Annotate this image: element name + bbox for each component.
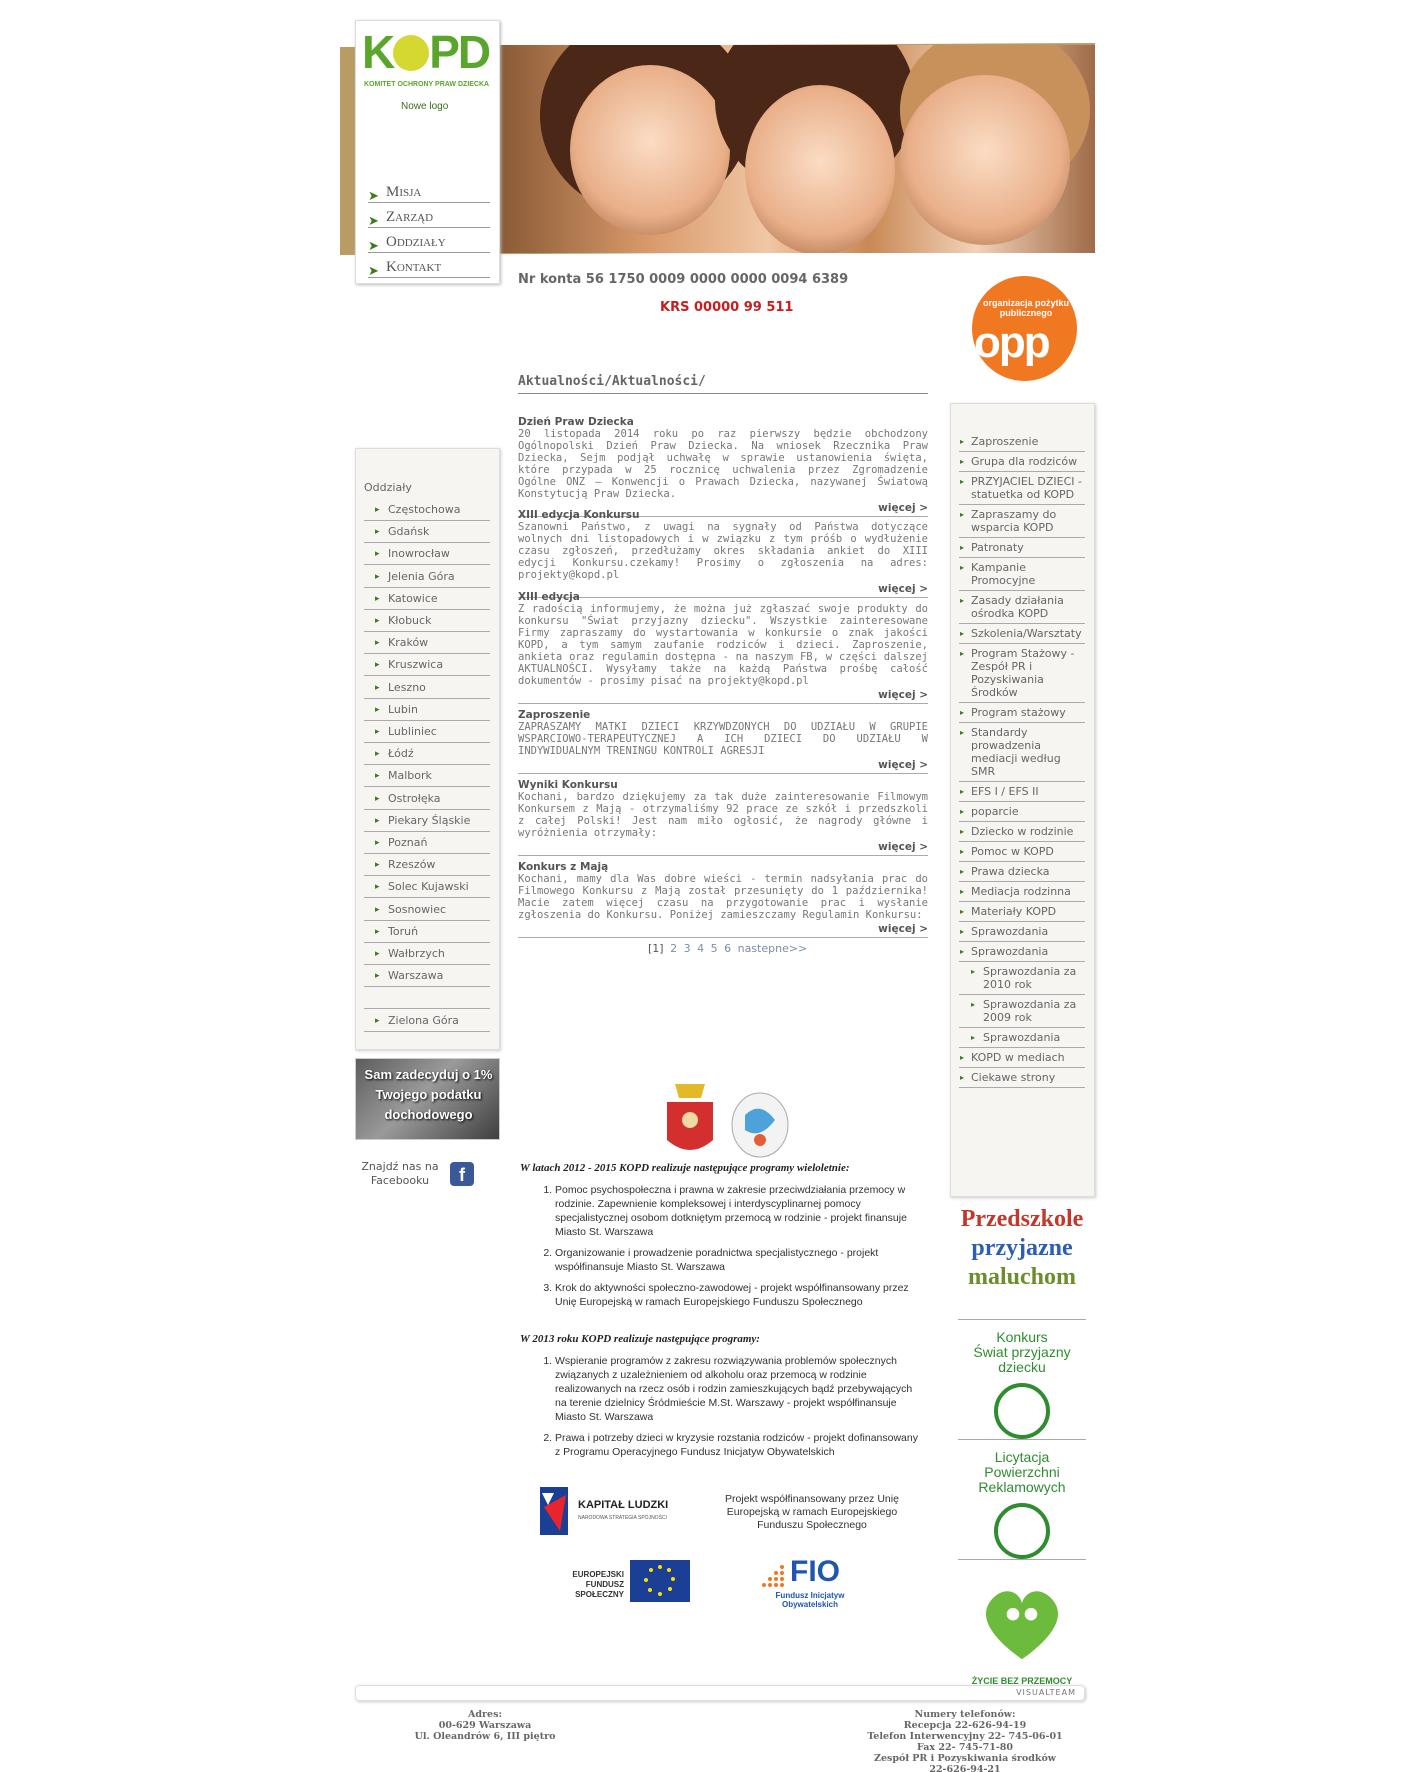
news-title[interactable]: Dzień Praw Dziecka bbox=[518, 416, 634, 428]
news-title[interactable]: XIII edycja Konkursu bbox=[518, 509, 640, 521]
info-label: Szkolenia/Warsztaty bbox=[971, 627, 1082, 640]
przedszkole-banner[interactable] bbox=[958, 1205, 1086, 1320]
program-item: 1. Wspieranie programów z zakresu rozwiązywania problemów społecznych związanych z uzależnieniem od alkoholu oraz przemocą w rodzinie realizowanych na rzecz osób i rodzin zamieszkujących bądź przebywających na terenie dzielnicy Śródmieście M.St. Warszawy - projekt współfinansuje Miasto St. Warszawa bbox=[555, 1354, 920, 1424]
branch-label: Kłobuck bbox=[388, 614, 432, 627]
sidebar-item-branch[interactable] bbox=[364, 610, 490, 632]
sidebar-item-branch[interactable] bbox=[364, 943, 490, 965]
info-label: Sprawozdania bbox=[983, 1031, 1061, 1044]
more-link[interactable]: więcej > bbox=[878, 689, 928, 701]
sidebar-item-branch[interactable] bbox=[364, 810, 490, 832]
sidebar-item-info[interactable] bbox=[959, 1028, 1085, 1048]
sidebar-item-branch[interactable] bbox=[364, 721, 490, 743]
info-label: Zaproszenie bbox=[971, 435, 1039, 448]
branch-label: Katowice bbox=[388, 591, 438, 605]
address-block bbox=[370, 1709, 600, 1742]
sidebar-item-info[interactable] bbox=[959, 703, 1085, 723]
sidebar-item-branch[interactable] bbox=[364, 499, 490, 521]
more-link[interactable]: więcej > bbox=[878, 841, 928, 853]
sidebar-item-info[interactable] bbox=[959, 862, 1085, 882]
branch-label: Lubliniec bbox=[388, 725, 437, 738]
arrow-icon: ▸ bbox=[375, 593, 380, 604]
arrow-icon: ▸ bbox=[375, 815, 380, 826]
branch-label: Sosnowiec bbox=[388, 902, 447, 916]
arrow-icon: ▸ bbox=[960, 907, 965, 916]
sidebar-item-branch[interactable] bbox=[364, 832, 490, 854]
branch-label: Toruń bbox=[388, 924, 419, 938]
program-item: 3. Krok do aktywności społeczno-zawodowej - projekt współfinansowany przez Unię Europejską w ramach Europejskiego Funduszu Społecznego bbox=[555, 1281, 920, 1309]
sidebar-item-branch[interactable] bbox=[364, 543, 490, 565]
arrow-icon: ➤ bbox=[368, 188, 379, 203]
sidebar-item-info[interactable] bbox=[959, 723, 1085, 782]
info-label: Zasady działania ośrodka KOPD bbox=[971, 594, 1064, 620]
nav-label: Oddziały bbox=[386, 234, 446, 250]
arrow-icon: ▸ bbox=[960, 649, 965, 658]
arrow-icon: ▸ bbox=[375, 660, 380, 671]
children-photo bbox=[500, 45, 1095, 253]
sidebar-item-branch[interactable] bbox=[364, 1010, 490, 1032]
info-label: Ciekawe strony bbox=[971, 1071, 1056, 1084]
branch-label: Gdańsk bbox=[388, 525, 430, 539]
news-title[interactable]: Zaproszenie bbox=[518, 709, 591, 721]
logo-text: EUROPEJSKI FUNDUSZ SPOŁECZNY bbox=[572, 1570, 624, 1599]
branch-label: Zielona Góra bbox=[388, 1013, 459, 1027]
program-item: 1. Pomoc psychospołeczna i prawna w zakresie przeciwdziałania przemocy w rodzinie. Zapewnienie kompleksowej i interdyscyplinarnej pomocy specjalistycznej osobom dotkniętym przemocą w rodzinie - projekt finansuje Miasto St. Warszawa bbox=[555, 1183, 920, 1239]
sidebar-item-info[interactable] bbox=[959, 802, 1085, 822]
info-label: Program Stażowy - Zespół PR i Pozyskiwania Środków bbox=[971, 647, 1075, 699]
sidebar-item-info[interactable] bbox=[959, 922, 1085, 942]
info-label: Prawa dziecka bbox=[971, 865, 1050, 878]
info-label: Materiały KOPD bbox=[971, 905, 1057, 918]
logo-subtext: NARODOWA STRATEGIA SPÓJNOŚCI bbox=[578, 1515, 667, 1521]
arrow-icon: ▸ bbox=[375, 771, 380, 782]
logo-text: FIO bbox=[790, 1555, 840, 1588]
arrow-icon: ▸ bbox=[960, 596, 965, 605]
arrow-icon: ▸ bbox=[971, 967, 976, 976]
news-title[interactable]: XIII edycja bbox=[518, 591, 580, 603]
info-label: Sprawozdania za 2009 rok bbox=[983, 998, 1077, 1024]
tax-promo-banner[interactable] bbox=[355, 1058, 500, 1140]
arrow-icon: ▸ bbox=[971, 1000, 976, 1009]
arrow-icon: ▸ bbox=[375, 638, 380, 649]
sidebar-item-branch[interactable] bbox=[364, 765, 490, 787]
programs-list bbox=[540, 1354, 920, 1466]
banner-line: przyjazne bbox=[971, 1235, 1073, 1261]
eu-flag-icon bbox=[630, 1560, 690, 1602]
promo-text: Sam zadecyduj o 1% Twojego podatku dochodowego bbox=[364, 1067, 493, 1122]
nav-zarzad[interactable] bbox=[368, 206, 490, 228]
arrow-icon: ▸ bbox=[960, 437, 965, 446]
more-link[interactable]: więcej > bbox=[878, 583, 928, 595]
branch-label: Łódź bbox=[388, 747, 414, 761]
arrow-icon: ▸ bbox=[960, 867, 965, 876]
address-line: Adres: bbox=[468, 1709, 502, 1720]
nav-misja[interactable] bbox=[368, 181, 490, 203]
nav-oddzialy[interactable] bbox=[368, 231, 490, 253]
news-text: Kochani, mamy dla Was dobre wieści - termin nadsyłania prac do Filmowego Konkursu z Mają został przesunięty do 1 października! Macie zatem więcej czasu na przygotowanie prac i wysłanie zgłoszenia do Konkursu. Poniżej zamieszczamy Regulamin Konkursu: bbox=[518, 873, 928, 921]
sidebar-item-branch[interactable] bbox=[364, 632, 490, 654]
opp-caption: organizacja pożytku publicznego bbox=[982, 298, 1070, 318]
more-link[interactable]: więcej > bbox=[878, 923, 928, 935]
banner-line: Konkurs bbox=[996, 1329, 1048, 1345]
arrow-icon: ▸ bbox=[960, 947, 965, 956]
page-link[interactable]: 3 bbox=[683, 942, 691, 955]
breadcrumb: Aktualności/Aktualności/ bbox=[518, 374, 928, 394]
arrow-icon: ▸ bbox=[375, 949, 380, 959]
eu-cofinancing-text: Projekt współfinansowany przez Unię Europejską w ramach Europejskiego Funduszu Społecznego bbox=[725, 1493, 899, 1531]
sidebar-item-branch[interactable] bbox=[364, 854, 490, 876]
sidebar-item-info[interactable] bbox=[959, 472, 1085, 505]
info-label: poparcie bbox=[971, 805, 1019, 818]
sidebar-item-info[interactable] bbox=[959, 644, 1085, 703]
page-link[interactable]: 5 bbox=[710, 942, 718, 955]
sidebar-heading[interactable]: Oddziały bbox=[364, 481, 412, 494]
arrow-icon: ▸ bbox=[375, 527, 380, 538]
sidebar-item-info[interactable] bbox=[959, 624, 1085, 644]
footer-bar bbox=[355, 1685, 1085, 1701]
new-logo-link[interactable]: Nowe logo bbox=[401, 101, 449, 112]
phone-line: Numery telefonów: bbox=[914, 1709, 1016, 1720]
bank-account: Nr konta 56 1750 0009 0000 0000 0094 6389 bbox=[518, 272, 849, 287]
arrow-icon: ▸ bbox=[375, 616, 380, 626]
arrow-icon: ▸ bbox=[375, 904, 380, 915]
arrow-icon: ▸ bbox=[375, 727, 380, 737]
info-label: Zapraszamy do wsparcia KOPD bbox=[971, 508, 1057, 534]
sidebar-item-branch[interactable] bbox=[364, 876, 490, 898]
arrow-icon: ▸ bbox=[375, 1015, 380, 1026]
program-item: 2. Organizowanie i prowadzenie poradnictwa specjalistycznego - projekt współfinansuje Miasto St. Warszawa bbox=[555, 1246, 920, 1274]
info-label: EFS I / EFS II bbox=[971, 785, 1039, 798]
phone-line: Zespół PR i Pozyskiwania środków bbox=[874, 1753, 1056, 1764]
arrow-icon: ▸ bbox=[960, 847, 965, 856]
konkurs-banner[interactable] bbox=[958, 1330, 1086, 1440]
arrow-icon: ➤ bbox=[368, 213, 379, 228]
arrow-icon: ▸ bbox=[960, 887, 965, 896]
arrow-icon: ▸ bbox=[375, 571, 380, 582]
sidebar-item-branch[interactable] bbox=[364, 899, 490, 921]
sidebar-item-branch[interactable] bbox=[364, 965, 490, 987]
sidebar-item-info[interactable] bbox=[959, 962, 1085, 995]
warsaw-emblems bbox=[665, 1080, 795, 1160]
sidebar-item-branch[interactable] bbox=[364, 588, 490, 610]
address-line: Ul. Oleandrów 6, III piętro bbox=[414, 1731, 556, 1742]
nav-label: Misja bbox=[386, 184, 422, 200]
next-page-link[interactable]: nastepne>> bbox=[737, 942, 808, 955]
news-text: Szanowni Państwo, z uwagi na sygnały od Państwa dotyczące wolnych dni listopadowych i w związku z tym próśb o wydłużenie czasu zgłoszeń, przedłużamy okres składania ankiet do XIII edycji Konkursu.czekamy! Prosimy o zgłoszenia na adres: projekty@kopd.pl bbox=[518, 521, 928, 581]
page-link[interactable]: 2 bbox=[670, 942, 678, 955]
arrow-icon: ▸ bbox=[960, 787, 965, 796]
arrow-icon: ▸ bbox=[960, 827, 965, 836]
news-item bbox=[518, 861, 928, 938]
branch-label: Piekary Śląskie bbox=[388, 813, 471, 827]
news-item bbox=[518, 416, 928, 517]
sidebar-item-info[interactable] bbox=[959, 1048, 1085, 1068]
news-item bbox=[518, 591, 928, 704]
branches-sidebar bbox=[355, 448, 500, 1050]
arrow-icon: ▸ bbox=[375, 971, 380, 982]
banner-line: Powierzchni Reklamowych bbox=[978, 1464, 1066, 1495]
branch-label: Kraków bbox=[388, 636, 429, 650]
branch-label: Częstochowa bbox=[388, 503, 461, 516]
news-title[interactable]: Wyniki Konkursu bbox=[518, 779, 618, 791]
arrow-icon: ▸ bbox=[960, 927, 965, 936]
branch-label: Ostrołęka bbox=[388, 791, 441, 805]
sidebar-item-info[interactable] bbox=[959, 452, 1085, 472]
address-line: 00-629 Warszawa bbox=[438, 1720, 532, 1731]
sidebar-item-info[interactable] bbox=[959, 882, 1085, 902]
news-item bbox=[518, 709, 928, 774]
phone-line: Recepcja 22-626-94-19 bbox=[903, 1720, 1027, 1731]
sidebar-item-info[interactable] bbox=[959, 842, 1085, 862]
branch-label: Jelenia Góra bbox=[388, 569, 455, 583]
sidebar-item-branch[interactable] bbox=[364, 677, 490, 699]
info-label: KOPD w mediach bbox=[971, 1051, 1065, 1064]
konkurs-emblem-icon bbox=[994, 1383, 1050, 1439]
sidebar-item-info[interactable] bbox=[959, 1068, 1085, 1088]
nav-label: Kontakt bbox=[386, 259, 442, 275]
more-link[interactable]: więcej > bbox=[878, 502, 928, 514]
info-label: Sprawozdania za 2010 rok bbox=[983, 965, 1077, 991]
info-label: Dziecko w rodzinie bbox=[971, 825, 1074, 838]
branch-label: Malbork bbox=[388, 769, 432, 783]
sidebar-item-info[interactable] bbox=[959, 432, 1085, 452]
arrow-icon: ▸ bbox=[375, 505, 380, 515]
branch-label: Poznań bbox=[388, 836, 428, 849]
info-label: Standardy prowadzenia mediacji według SMR bbox=[971, 726, 1061, 778]
licytacja-banner[interactable] bbox=[958, 1450, 1086, 1560]
sidebar-item-branch[interactable] bbox=[364, 921, 490, 943]
arrow-icon: ▸ bbox=[971, 1033, 976, 1042]
logo-text: KAPITAŁ LUDZKI bbox=[578, 1499, 669, 1511]
banner-line: Licytacja bbox=[994, 1449, 1050, 1465]
sidebar-item-info[interactable] bbox=[959, 591, 1085, 624]
fio-logo bbox=[760, 1555, 860, 1607]
fio-dots-icon bbox=[760, 1563, 786, 1589]
sidebar-item-branch[interactable] bbox=[364, 788, 490, 810]
zycie-bez-przemocy-banner[interactable] bbox=[958, 1570, 1086, 1686]
news-item bbox=[518, 509, 928, 598]
sidebar-item-info[interactable] bbox=[959, 505, 1085, 538]
arrow-icon: ▸ bbox=[375, 926, 380, 937]
sidebar-item-info[interactable] bbox=[959, 782, 1085, 802]
arrow-icon: ▸ bbox=[375, 838, 380, 848]
heart-icon bbox=[977, 1580, 1067, 1670]
banner-line: maluchom bbox=[968, 1264, 1076, 1290]
branch-label: Solec Kujawski bbox=[388, 880, 469, 894]
branch-label: Rzeszów bbox=[388, 858, 436, 872]
branch-label: Inowrocław bbox=[388, 547, 450, 561]
banner-line: ŻYCIE BEZ PRZEMOCY bbox=[971, 1676, 1073, 1686]
arrow-icon: ▸ bbox=[960, 510, 965, 519]
banner-line: Przedszkole bbox=[960, 1206, 1084, 1232]
info-label: PRZYJACIEL DZIECI - statuetka od KOPD bbox=[971, 475, 1083, 501]
info-sidebar bbox=[950, 403, 1095, 1197]
pagination bbox=[648, 942, 807, 955]
branch-label: Kruszwica bbox=[388, 658, 444, 672]
nav-label: Zarząd bbox=[386, 209, 434, 225]
sidebar-item-branch[interactable] bbox=[364, 987, 490, 1009]
sidebar-item-info[interactable] bbox=[959, 942, 1085, 962]
nav-kontakt[interactable] bbox=[368, 256, 490, 278]
news-text: Z radością informujemy, że można już zgłaszać swoje produkty do konkursu "Świat przyjazny dziecku". Wszystkie zainteresowane Firmy zapraszamy do wystartowania w konkursie o znak jakości KOPD, a tym samym zaufanie rodziców i dzieci. Zaproszenie, ankieta oraz regulamin dostępna - na naszym FB, w części dalszej AKTUALNOŚCI. Wysyłamy także na każdą Państwa prośbę całość dokumentów - prosimy pisać na projekty@kopd.pl bbox=[518, 603, 928, 687]
arrow-icon: ▸ bbox=[960, 477, 965, 486]
krs-number: KRS 00000 99 511 bbox=[660, 300, 794, 315]
arrow-icon: ➤ bbox=[368, 238, 379, 253]
arrow-icon: ▸ bbox=[375, 882, 380, 893]
facebook-icon[interactable]: f bbox=[450, 1162, 474, 1186]
programs-title: W latach 2012 - 2015 KOPD realizuje następujące programy wieloletnie: bbox=[520, 1162, 850, 1174]
branch-label: Leszno bbox=[388, 680, 426, 694]
info-label: Mediacja rodzinna bbox=[971, 885, 1071, 898]
arrow-icon: ▸ bbox=[375, 793, 380, 804]
credit-link[interactable]: VISUALTEAM bbox=[1016, 1688, 1076, 1697]
arrow-icon: ▸ bbox=[960, 807, 965, 816]
info-label: Sprawozdania bbox=[971, 925, 1049, 938]
info-label: Kampanie Promocyjne bbox=[971, 561, 1036, 587]
kopd-logo[interactable]: K PD bbox=[362, 26, 490, 78]
sidebar-item-branch[interactable] bbox=[364, 699, 490, 721]
sidebar-item-info[interactable] bbox=[959, 538, 1085, 558]
arrow-icon: ▸ bbox=[960, 728, 965, 737]
logo-tagline: KOMITET OCHRONY PRAW DZIECKA bbox=[364, 81, 490, 88]
logo-subtext: Fundusz Inicjatyw Obywatelskich bbox=[775, 1591, 845, 1609]
arrow-icon: ▸ bbox=[960, 563, 965, 572]
program-item: 2. Prawa i potrzeby dzieci w kryzysie rozstania rodziców - projekt dofinansowany z Programu Operacyjnego Fundusz Inicjatyw Obywatelskich bbox=[555, 1431, 920, 1459]
info-label: Pomoc w KOPD bbox=[971, 845, 1054, 858]
news-item bbox=[518, 779, 928, 856]
sidebar-item-branch[interactable] bbox=[364, 654, 490, 676]
arrow-icon: ▸ bbox=[960, 1053, 965, 1062]
branch-label: Wałbrzych bbox=[388, 947, 445, 960]
programs-list bbox=[540, 1183, 920, 1316]
facebook-text[interactable]: Znajdź nas na Facebooku bbox=[361, 1160, 439, 1187]
banner-line: Świat przyjazny dziecku bbox=[973, 1344, 1071, 1375]
more-link[interactable]: więcej > bbox=[878, 759, 928, 771]
page-current: [1] bbox=[648, 942, 664, 955]
efs-logo bbox=[540, 1560, 690, 1604]
arrow-icon: ▸ bbox=[960, 457, 965, 466]
kapital-ludzki-icon bbox=[540, 1487, 570, 1535]
phones-block bbox=[850, 1709, 1080, 1772]
arrow-icon: ▸ bbox=[375, 549, 380, 560]
opp-logo bbox=[972, 276, 1077, 381]
arrow-icon: ▸ bbox=[375, 682, 380, 693]
programs-title: W 2013 roku KOPD realizuje następujące programy: bbox=[520, 1333, 760, 1345]
info-label: Grupa dla rodziców bbox=[971, 455, 1078, 468]
news-title[interactable]: Konkurs z Mają bbox=[518, 861, 609, 873]
news-text: Kochani, bardzo dziękujemy za tak duże zainteresowanie Filmowym Konkursem z Mają - otrzymaliśmy 92 prace ze szkół i przedszkoli z całej Polski! Jest nam miło ogłosić, że nagrody główne i wyróżnienia otrzymały: bbox=[518, 791, 928, 839]
sidebar-item-info[interactable] bbox=[959, 822, 1085, 842]
info-label: Patronaty bbox=[971, 541, 1024, 554]
sidebar-item-info[interactable] bbox=[959, 558, 1085, 591]
branch-label: Lubin bbox=[388, 702, 418, 716]
phone-line: 22-626-94-21 bbox=[929, 1764, 1001, 1772]
sidebar-item-info[interactable] bbox=[959, 995, 1085, 1028]
logo-panel bbox=[355, 20, 500, 284]
kapital-ludzki-logo bbox=[540, 1487, 690, 1537]
arrow-icon: ▸ bbox=[375, 860, 380, 871]
phone-line: Fax 22- 745-71-80 bbox=[917, 1742, 1013, 1753]
news-text: 20 listopada 2014 roku po raz pierwszy będzie obchodzony Ogólnopolski Dzień Praw Dziecka. Na wniosek Rzecznika Praw Dziecka, Sejm podjął uchwałę w sprawie ustanowienia święta, które przypada w 25 rocznicę uchwalenia przez Zgromadzenie Ogólne ONZ – Konwencji o Prawach Dziecka, nazywanej Światową Konstytucją Praw Dziecka. bbox=[518, 428, 928, 500]
branch-label: Warszawa bbox=[388, 969, 444, 983]
arrow-icon: ▸ bbox=[960, 629, 965, 638]
arrow-icon: ▸ bbox=[960, 543, 965, 552]
page-link[interactable]: 6 bbox=[724, 942, 732, 955]
opp-mark: opp bbox=[974, 318, 1049, 367]
info-label: Program stażowy bbox=[971, 706, 1066, 719]
sidebar-item-branch[interactable] bbox=[364, 743, 490, 765]
news-text: ZAPRASZAMY MATKI DZIECI KRZYWDZONYCH DO UDZIAŁU W GRUPIE WSPARCIOWO-TERAPEUTYCZNEJ A ICH DZIECI DO UDZIAŁU W INDYWIDUALNYM TRENINGU KONTROLI AGRESJI bbox=[518, 721, 928, 757]
arrow-icon: ▸ bbox=[375, 749, 380, 760]
sidebar-item-branch[interactable] bbox=[364, 566, 490, 588]
sidebar-item-branch[interactable] bbox=[364, 521, 490, 543]
arrow-icon: ▸ bbox=[375, 704, 380, 715]
info-label: Sprawozdania bbox=[971, 945, 1049, 958]
licytacja-emblem-icon bbox=[994, 1503, 1050, 1559]
phone-line: Telefon Interwencyjny 22- 745-06-01 bbox=[867, 1731, 1063, 1742]
page-link[interactable]: 4 bbox=[697, 942, 705, 955]
arrow-icon: ▸ bbox=[960, 708, 965, 717]
arrow-icon: ➤ bbox=[368, 263, 379, 278]
sidebar-item-info[interactable] bbox=[959, 902, 1085, 922]
arrow-icon: ▸ bbox=[960, 1073, 965, 1082]
